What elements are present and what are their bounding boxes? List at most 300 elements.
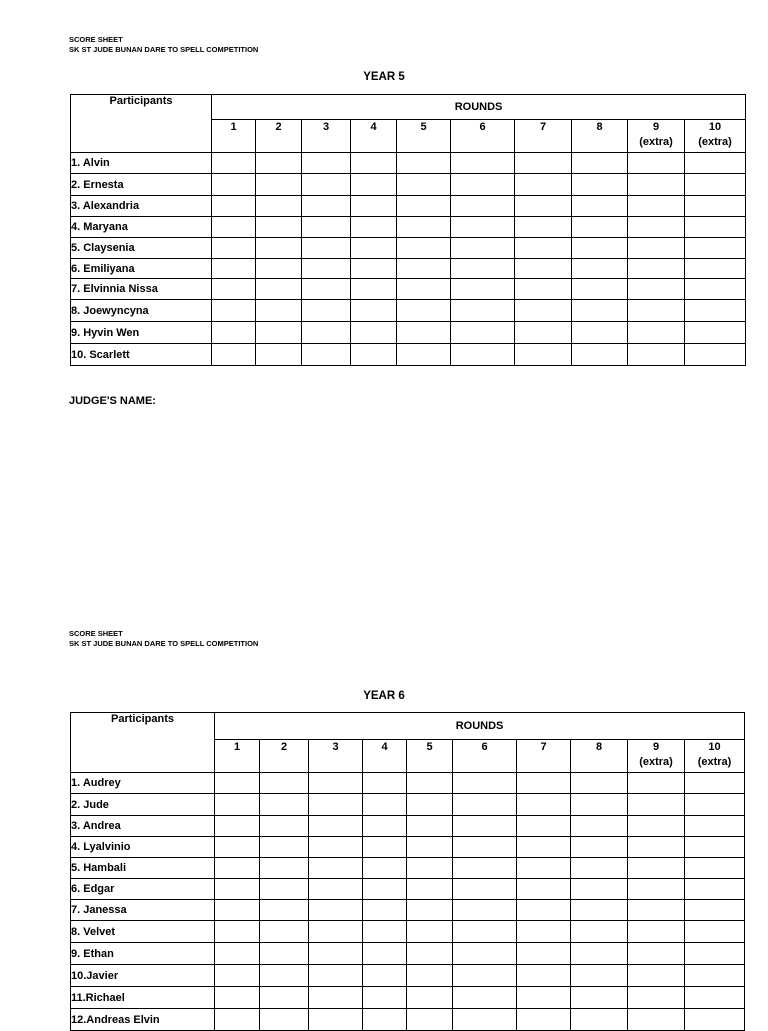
score-cell[interactable] bbox=[628, 943, 685, 965]
score-cell[interactable] bbox=[397, 196, 451, 217]
score-cell[interactable] bbox=[571, 858, 628, 879]
score-cell[interactable] bbox=[685, 816, 745, 837]
score-cell[interactable] bbox=[628, 858, 685, 879]
round-10-header: 10 (extra) bbox=[685, 740, 745, 773]
score-cell[interactable] bbox=[309, 1009, 363, 1031]
score-cell[interactable] bbox=[260, 921, 309, 943]
sheet1-header-subtitle: SK ST JUDE BUNAN DARE TO SPELL COMPETITION bbox=[69, 45, 259, 54]
score-cell[interactable] bbox=[685, 153, 746, 174]
score-cell[interactable] bbox=[309, 987, 363, 1009]
score-cell[interactable] bbox=[309, 943, 363, 965]
table-row bbox=[71, 174, 746, 196]
score-cell[interactable] bbox=[685, 900, 745, 921]
score-cell[interactable] bbox=[302, 238, 351, 259]
score-cell[interactable] bbox=[517, 837, 571, 858]
score-cell[interactable] bbox=[515, 300, 572, 322]
participant-name: 5. Hambali bbox=[71, 858, 215, 879]
score-cell[interactable] bbox=[397, 174, 451, 196]
sheet2-header-subtitle: SK ST JUDE BUNAN DARE TO SPELL COMPETITION bbox=[69, 639, 259, 648]
score-cell[interactable] bbox=[351, 153, 397, 174]
score-cell[interactable] bbox=[628, 1009, 685, 1031]
score-cell[interactable] bbox=[685, 879, 745, 900]
score-cell[interactable] bbox=[260, 794, 309, 816]
score-cell[interactable] bbox=[628, 794, 685, 816]
score-cell[interactable] bbox=[260, 987, 309, 1009]
round-6-header: 6 bbox=[451, 120, 515, 153]
score-cell[interactable] bbox=[260, 965, 309, 987]
score-cell[interactable] bbox=[407, 943, 453, 965]
score-cell[interactable] bbox=[517, 858, 571, 879]
round-5-header: 5 bbox=[397, 120, 451, 153]
score-cell[interactable] bbox=[407, 858, 453, 879]
score-cell[interactable] bbox=[260, 837, 309, 858]
score-cell[interactable] bbox=[685, 238, 746, 259]
participant-name: 9. Ethan bbox=[71, 943, 215, 965]
participant-name: 1. Audrey bbox=[71, 773, 215, 794]
score-cell[interactable] bbox=[212, 344, 256, 366]
score-cell[interactable] bbox=[571, 900, 628, 921]
round-2-header: 2 bbox=[260, 740, 309, 773]
score-cell[interactable] bbox=[628, 900, 685, 921]
table-row bbox=[71, 279, 746, 300]
rounds-header: ROUNDS bbox=[212, 95, 746, 120]
score-cell[interactable] bbox=[351, 322, 397, 344]
score-cell[interactable] bbox=[451, 217, 515, 238]
round-10-header: 10 (extra) bbox=[685, 120, 746, 153]
score-cell[interactable] bbox=[515, 259, 572, 279]
score-cell[interactable] bbox=[260, 943, 309, 965]
participants-header: Participants bbox=[71, 713, 215, 773]
score-cell[interactable] bbox=[363, 858, 407, 879]
score-cell[interactable] bbox=[515, 238, 572, 259]
score-cell[interactable] bbox=[256, 259, 302, 279]
score-cell[interactable] bbox=[309, 900, 363, 921]
round-3-header: 3 bbox=[309, 740, 363, 773]
round-8-header: 8 bbox=[572, 120, 628, 153]
score-cell[interactable] bbox=[363, 837, 407, 858]
score-cell[interactable] bbox=[351, 196, 397, 217]
score-cell[interactable] bbox=[572, 300, 628, 322]
score-cell[interactable] bbox=[685, 174, 746, 196]
score-cell[interactable] bbox=[517, 1009, 571, 1031]
round-6-header: 6 bbox=[453, 740, 517, 773]
score-cell[interactable] bbox=[451, 196, 515, 217]
table-row bbox=[71, 217, 746, 238]
score-cell[interactable] bbox=[571, 794, 628, 816]
score-cell[interactable] bbox=[302, 153, 351, 174]
score-cell[interactable] bbox=[453, 943, 517, 965]
score-cell[interactable] bbox=[309, 837, 363, 858]
score-cell[interactable] bbox=[309, 921, 363, 943]
score-cell[interactable] bbox=[685, 921, 745, 943]
score-cell[interactable] bbox=[572, 217, 628, 238]
round-2-header: 2 bbox=[256, 120, 302, 153]
score-cell[interactable] bbox=[685, 300, 746, 322]
participant-name: 8. Joewyncyna bbox=[71, 300, 212, 322]
participant-name: 7. Elvinnia Nissa bbox=[71, 279, 212, 300]
round-7-header: 7 bbox=[515, 120, 572, 153]
score-cell[interactable] bbox=[212, 217, 256, 238]
participant-name: 1. Alvin bbox=[71, 153, 212, 174]
score-cell[interactable] bbox=[685, 259, 746, 279]
score-cell[interactable] bbox=[212, 322, 256, 344]
score-cell[interactable] bbox=[572, 174, 628, 196]
score-cell[interactable] bbox=[363, 900, 407, 921]
table-row bbox=[71, 344, 746, 366]
sheet1-table-body bbox=[71, 95, 746, 366]
participant-name: 2. Ernesta bbox=[71, 174, 212, 196]
table-row bbox=[71, 858, 745, 879]
round-9-header: 9 (extra) bbox=[628, 120, 685, 153]
sheet2-year-title: YEAR 6 bbox=[363, 690, 405, 702]
round-3-header: 3 bbox=[302, 120, 351, 153]
score-cell[interactable] bbox=[256, 217, 302, 238]
table-row bbox=[71, 300, 746, 322]
score-cell[interactable] bbox=[351, 217, 397, 238]
score-cell[interactable] bbox=[215, 965, 260, 987]
score-cell[interactable] bbox=[685, 773, 745, 794]
score-cell[interactable] bbox=[302, 279, 351, 300]
score-cell[interactable] bbox=[397, 322, 451, 344]
score-cell[interactable] bbox=[256, 279, 302, 300]
score-cell[interactable] bbox=[260, 858, 309, 879]
score-cell[interactable] bbox=[309, 773, 363, 794]
participant-name: 8. Velvet bbox=[71, 921, 215, 943]
score-cell[interactable] bbox=[515, 217, 572, 238]
participant-name: 3. Andrea bbox=[71, 816, 215, 837]
score-cell[interactable] bbox=[515, 344, 572, 366]
score-cell[interactable] bbox=[685, 196, 746, 217]
score-cell[interactable] bbox=[628, 259, 685, 279]
score-cell[interactable] bbox=[628, 837, 685, 858]
score-cell[interactable] bbox=[351, 344, 397, 366]
score-cell[interactable] bbox=[515, 196, 572, 217]
score-cell[interactable] bbox=[451, 174, 515, 196]
score-cell[interactable] bbox=[351, 174, 397, 196]
score-cell[interactable] bbox=[453, 858, 517, 879]
score-cell[interactable] bbox=[628, 773, 685, 794]
score-cell[interactable] bbox=[407, 879, 453, 900]
header-row bbox=[71, 95, 746, 120]
score-cell[interactable] bbox=[351, 300, 397, 322]
score-cell[interactable] bbox=[302, 259, 351, 279]
score-cell[interactable] bbox=[363, 1009, 407, 1031]
score-cell[interactable] bbox=[453, 900, 517, 921]
sheet1-score-table bbox=[70, 94, 746, 366]
sheet2-table-body bbox=[71, 713, 745, 1031]
score-cell[interactable] bbox=[302, 344, 351, 366]
table-row bbox=[71, 1009, 745, 1031]
participant-name: 11.Richael bbox=[71, 987, 215, 1009]
score-cell[interactable] bbox=[212, 174, 256, 196]
table-row bbox=[71, 837, 745, 858]
score-cell[interactable] bbox=[256, 238, 302, 259]
score-cell[interactable] bbox=[571, 1009, 628, 1031]
score-cell[interactable] bbox=[453, 837, 517, 858]
score-cell[interactable] bbox=[685, 217, 746, 238]
participant-name: 6. Emiliyana bbox=[71, 259, 212, 279]
score-cell[interactable] bbox=[628, 300, 685, 322]
score-cell[interactable] bbox=[351, 279, 397, 300]
score-cell[interactable] bbox=[256, 300, 302, 322]
participant-name: 10. Scarlett bbox=[71, 344, 212, 366]
score-cell[interactable] bbox=[451, 300, 515, 322]
score-cell[interactable] bbox=[453, 794, 517, 816]
table-row bbox=[71, 987, 745, 1009]
score-cell[interactable] bbox=[685, 858, 745, 879]
participant-name: 12.Andreas Elvin bbox=[71, 1009, 215, 1031]
round-7-header: 7 bbox=[517, 740, 571, 773]
header-row bbox=[71, 713, 745, 740]
score-cell[interactable] bbox=[451, 322, 515, 344]
score-cell[interactable] bbox=[407, 837, 453, 858]
participant-name: 5. Claysenia bbox=[71, 238, 212, 259]
table-row bbox=[71, 238, 746, 259]
score-cell[interactable] bbox=[517, 921, 571, 943]
score-cell[interactable] bbox=[685, 794, 745, 816]
score-cell[interactable] bbox=[572, 344, 628, 366]
score-cell[interactable] bbox=[628, 322, 685, 344]
score-cell[interactable] bbox=[407, 900, 453, 921]
score-cell[interactable] bbox=[363, 965, 407, 987]
score-cell[interactable] bbox=[628, 921, 685, 943]
sheet1-year-title: YEAR 5 bbox=[363, 71, 405, 83]
participant-name: 6. Edgar bbox=[71, 879, 215, 900]
round-1-header: 1 bbox=[212, 120, 256, 153]
score-cell[interactable] bbox=[572, 259, 628, 279]
score-cell[interactable] bbox=[628, 279, 685, 300]
participants-header: Participants bbox=[71, 95, 212, 153]
score-cell[interactable] bbox=[302, 196, 351, 217]
table-row bbox=[71, 921, 745, 943]
score-cell[interactable] bbox=[212, 153, 256, 174]
score-cell[interactable] bbox=[302, 174, 351, 196]
score-cell[interactable] bbox=[572, 279, 628, 300]
score-cell[interactable] bbox=[685, 1009, 745, 1031]
score-cell[interactable] bbox=[363, 987, 407, 1009]
rounds-header: ROUNDS bbox=[215, 713, 745, 740]
score-cell[interactable] bbox=[517, 879, 571, 900]
score-cell[interactable] bbox=[407, 794, 453, 816]
sheet1-header bbox=[69, 35, 258, 55]
score-cell[interactable] bbox=[212, 238, 256, 259]
score-cell[interactable] bbox=[685, 943, 745, 965]
table-row bbox=[71, 322, 746, 344]
score-cell[interactable] bbox=[363, 879, 407, 900]
score-cell[interactable] bbox=[453, 773, 517, 794]
score-cell[interactable] bbox=[351, 259, 397, 279]
score-cell[interactable] bbox=[453, 921, 517, 943]
score-cell[interactable] bbox=[256, 322, 302, 344]
participant-name: 7. Janessa bbox=[71, 900, 215, 921]
score-cell[interactable] bbox=[628, 879, 685, 900]
score-cell[interactable] bbox=[572, 238, 628, 259]
participant-name: 4. Maryana bbox=[71, 217, 212, 238]
score-cell[interactable] bbox=[397, 238, 451, 259]
table-row bbox=[71, 965, 745, 987]
score-cell[interactable] bbox=[215, 879, 260, 900]
score-cell[interactable] bbox=[260, 773, 309, 794]
table-row bbox=[71, 900, 745, 921]
score-cell[interactable] bbox=[215, 1009, 260, 1031]
score-cell[interactable] bbox=[309, 816, 363, 837]
score-cell[interactable] bbox=[407, 987, 453, 1009]
participant-name: 9. Hyvin Wen bbox=[71, 322, 212, 344]
score-cell[interactable] bbox=[215, 816, 260, 837]
score-cell[interactable] bbox=[571, 879, 628, 900]
score-cell[interactable] bbox=[517, 773, 571, 794]
score-cell[interactable] bbox=[515, 322, 572, 344]
score-cell[interactable] bbox=[571, 965, 628, 987]
score-cell[interactable] bbox=[572, 322, 628, 344]
score-cell[interactable] bbox=[397, 279, 451, 300]
round-1-header: 1 bbox=[215, 740, 260, 773]
table-row bbox=[71, 794, 745, 816]
judge-name-label: JUDGE'S NAME: bbox=[69, 395, 156, 407]
sheet1-header-title: SCORE SHEET bbox=[69, 35, 123, 44]
score-cell[interactable] bbox=[517, 900, 571, 921]
score-cell[interactable] bbox=[260, 816, 309, 837]
score-cell[interactable] bbox=[302, 322, 351, 344]
score-cell[interactable] bbox=[628, 344, 685, 366]
score-cell[interactable] bbox=[212, 259, 256, 279]
score-cell[interactable] bbox=[256, 196, 302, 217]
score-cell[interactable] bbox=[309, 879, 363, 900]
participant-name: 4. Lyalvinio bbox=[71, 837, 215, 858]
score-cell[interactable] bbox=[397, 217, 451, 238]
table-row bbox=[71, 879, 745, 900]
score-cell[interactable] bbox=[451, 344, 515, 366]
score-cell[interactable] bbox=[685, 322, 746, 344]
score-cell[interactable] bbox=[685, 837, 745, 858]
score-cell[interactable] bbox=[515, 153, 572, 174]
score-cell[interactable] bbox=[451, 238, 515, 259]
score-cell[interactable] bbox=[397, 153, 451, 174]
score-cell[interactable] bbox=[407, 773, 453, 794]
score-cell[interactable] bbox=[628, 196, 685, 217]
score-cell[interactable] bbox=[407, 1009, 453, 1031]
score-cell[interactable] bbox=[628, 174, 685, 196]
score-cell[interactable] bbox=[407, 921, 453, 943]
table-row bbox=[71, 816, 745, 837]
score-cell[interactable] bbox=[517, 816, 571, 837]
score-cell[interactable] bbox=[451, 259, 515, 279]
score-cell[interactable] bbox=[517, 987, 571, 1009]
score-cell[interactable] bbox=[363, 816, 407, 837]
participant-name: 3. Alexandria bbox=[71, 196, 212, 217]
score-cell[interactable] bbox=[628, 987, 685, 1009]
score-cell[interactable] bbox=[628, 965, 685, 987]
score-cell[interactable] bbox=[628, 217, 685, 238]
score-cell[interactable] bbox=[215, 773, 260, 794]
score-cell[interactable] bbox=[397, 300, 451, 322]
score-cell[interactable] bbox=[302, 300, 351, 322]
table-row bbox=[71, 196, 746, 217]
score-cell[interactable] bbox=[517, 943, 571, 965]
round-5-header: 5 bbox=[407, 740, 453, 773]
score-cell[interactable] bbox=[215, 837, 260, 858]
score-cell[interactable] bbox=[628, 153, 685, 174]
score-cell[interactable] bbox=[260, 1009, 309, 1031]
score-cell[interactable] bbox=[453, 965, 517, 987]
sheet2-score-table bbox=[70, 712, 745, 1031]
score-cell[interactable] bbox=[685, 344, 746, 366]
score-cell[interactable] bbox=[571, 837, 628, 858]
score-cell[interactable] bbox=[515, 279, 572, 300]
score-cell[interactable] bbox=[451, 153, 515, 174]
score-cell[interactable] bbox=[302, 217, 351, 238]
score-cell[interactable] bbox=[309, 794, 363, 816]
round-8-header: 8 bbox=[571, 740, 628, 773]
score-cell[interactable] bbox=[363, 773, 407, 794]
score-cell[interactable] bbox=[363, 921, 407, 943]
score-cell[interactable] bbox=[363, 943, 407, 965]
score-cell[interactable] bbox=[215, 921, 260, 943]
participant-name: 2. Jude bbox=[71, 794, 215, 816]
score-cell[interactable] bbox=[215, 858, 260, 879]
score-cell[interactable] bbox=[571, 921, 628, 943]
score-cell[interactable] bbox=[685, 965, 745, 987]
score-cell[interactable] bbox=[256, 344, 302, 366]
round-4-header: 4 bbox=[363, 740, 407, 773]
score-cell[interactable] bbox=[628, 238, 685, 259]
score-cell[interactable] bbox=[571, 943, 628, 965]
score-cell[interactable] bbox=[685, 987, 745, 1009]
score-cell[interactable] bbox=[628, 816, 685, 837]
score-cell[interactable] bbox=[517, 794, 571, 816]
score-cell[interactable] bbox=[517, 965, 571, 987]
score-cell[interactable] bbox=[453, 879, 517, 900]
table-row bbox=[71, 773, 745, 794]
score-cell[interactable] bbox=[351, 238, 397, 259]
table-row bbox=[71, 153, 746, 174]
score-cell[interactable] bbox=[363, 794, 407, 816]
score-cell[interactable] bbox=[215, 943, 260, 965]
score-cell[interactable] bbox=[453, 1009, 517, 1031]
table-row bbox=[71, 259, 746, 279]
score-cell[interactable] bbox=[571, 987, 628, 1009]
score-cell[interactable] bbox=[215, 794, 260, 816]
score-cell[interactable] bbox=[309, 858, 363, 879]
score-cell[interactable] bbox=[256, 153, 302, 174]
score-cell[interactable] bbox=[212, 300, 256, 322]
score-cell[interactable] bbox=[685, 279, 746, 300]
score-cell[interactable] bbox=[572, 196, 628, 217]
score-cell[interactable] bbox=[215, 900, 260, 921]
participant-name: 10.Javier bbox=[71, 965, 215, 987]
score-cell[interactable] bbox=[212, 279, 256, 300]
score-cell[interactable] bbox=[453, 816, 517, 837]
score-cell[interactable] bbox=[309, 965, 363, 987]
score-cell[interactable] bbox=[397, 259, 451, 279]
score-cell[interactable] bbox=[260, 900, 309, 921]
score-cell[interactable] bbox=[571, 773, 628, 794]
score-cell[interactable] bbox=[260, 879, 309, 900]
sheet2-header bbox=[69, 629, 258, 649]
score-cell[interactable] bbox=[212, 196, 256, 217]
score-cell[interactable] bbox=[215, 987, 260, 1009]
score-cell[interactable] bbox=[451, 279, 515, 300]
score-cell[interactable] bbox=[397, 344, 451, 366]
score-cell[interactable] bbox=[572, 153, 628, 174]
score-cell[interactable] bbox=[571, 816, 628, 837]
sheet2-header-title: SCORE SHEET bbox=[69, 629, 123, 638]
score-cell[interactable] bbox=[256, 174, 302, 196]
score-cell[interactable] bbox=[407, 816, 453, 837]
score-cell[interactable] bbox=[453, 987, 517, 1009]
score-cell[interactable] bbox=[407, 965, 453, 987]
score-cell[interactable] bbox=[515, 174, 572, 196]
